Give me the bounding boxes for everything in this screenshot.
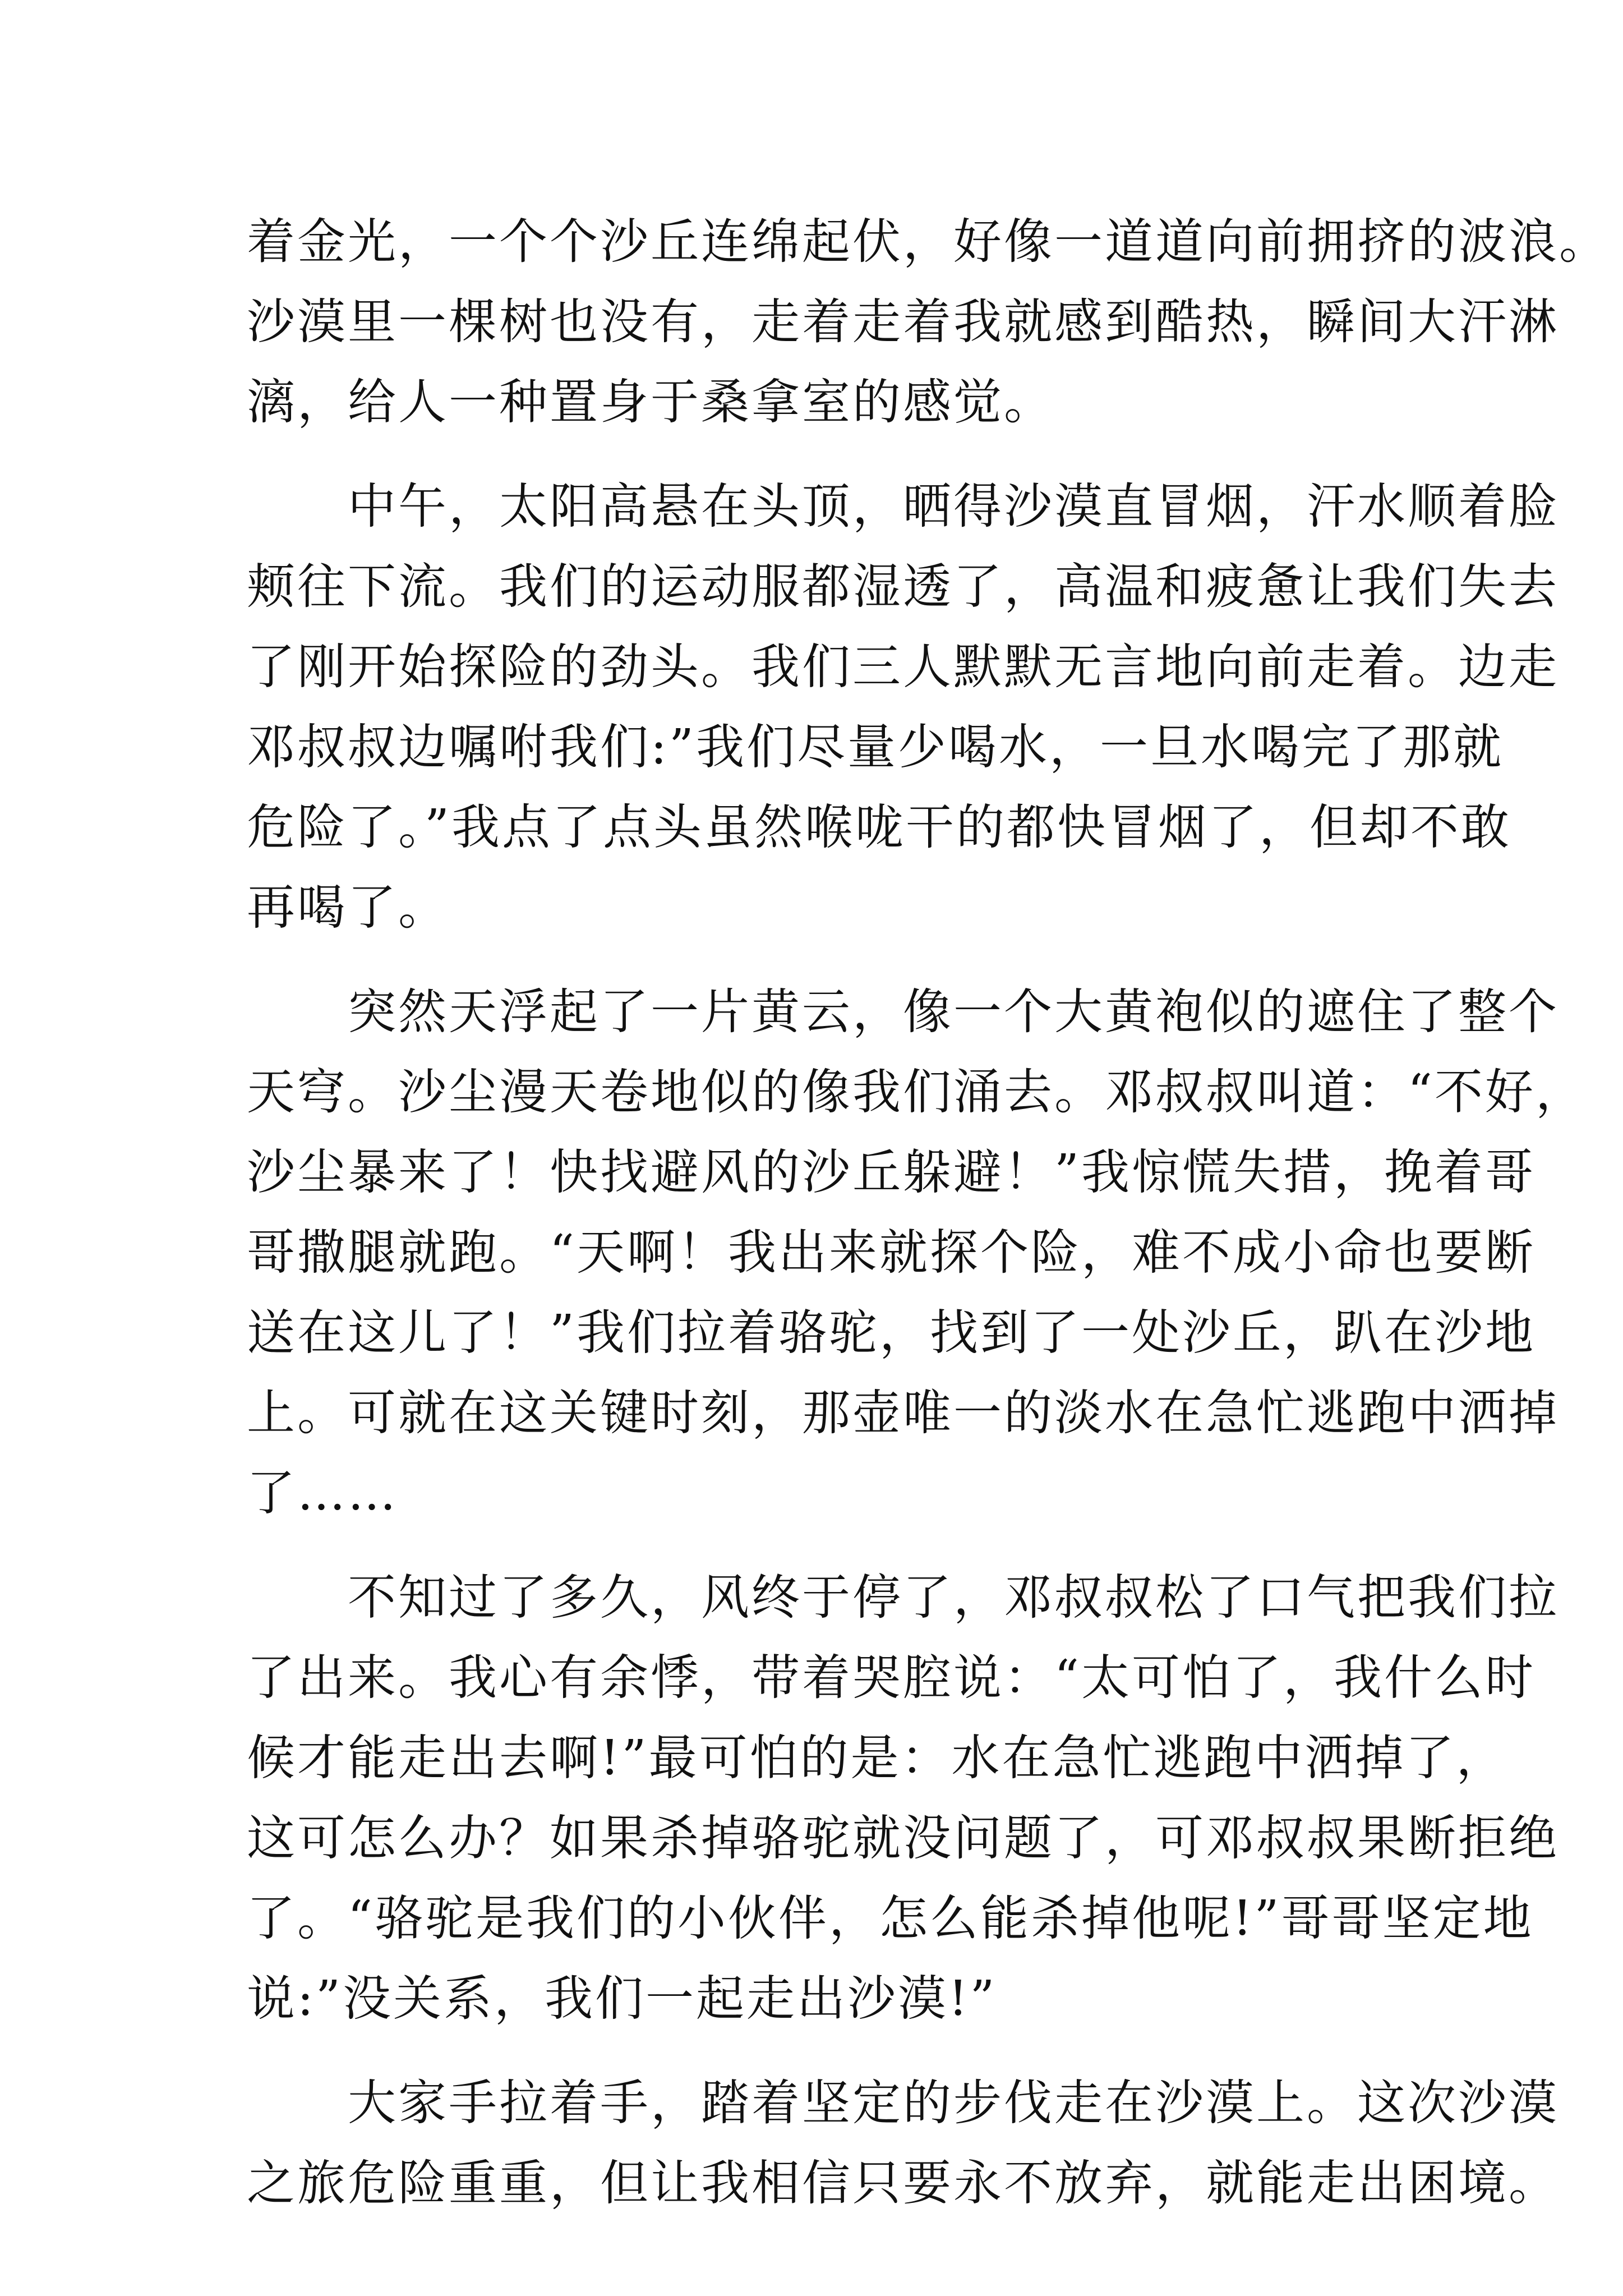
paragraph-1 — [247, 202, 1610, 443]
text-line: 之旅危险重重，但让我相信只要永不放弃，就能走出困境。 — [247, 2155, 1559, 2211]
text-line: 漓，给人一种置身于桑拿室的感觉。 — [247, 374, 1054, 430]
text-line: 了…… — [247, 1465, 398, 1521]
paragraph-2 — [247, 467, 1559, 948]
text-line: 沙漠里一棵树也没有，走着走着我就感到酷热，瞬间大汗淋 — [247, 294, 1559, 350]
text-line: 了。“骆驼是我们的小伙伴，怎么能杀掉他呢!”哥哥坚定地 — [247, 1890, 1534, 1947]
text-line: 了刚开始探险的劲头。我们三人默默无言地向前走着。边走 — [247, 639, 1559, 695]
text-line: 这可怎么办？如果杀掉骆驼就没问题了，可邓叔叔果断拒绝 — [247, 1810, 1559, 1866]
text-line: 中午，太阳高悬在头顶，晒得沙漠直冒烟，汗水顺着脸 — [247, 478, 1559, 535]
text-line: 不知过了多久，风终于停了，邓叔叔松了口气把我们拉 — [247, 1570, 1559, 1626]
paragraph-5 — [247, 2063, 1559, 2224]
text-line: 危险了。”我点了点头虽然喉咙干的都快冒烟了，但却不敢 — [247, 799, 1511, 855]
paragraph-3 — [247, 972, 1586, 1534]
text-line: 了出来。我心有余悸，带着哭腔说：“太可怕了，我什么时 — [247, 1650, 1536, 1706]
text-line: 邓叔叔边嘱咐我们:”我们尽量少喝水，一旦水喝完了那就 — [247, 719, 1504, 775]
text-line: 上。可就在这关键时刻，那壶唯一的淡水在急忙逃跑中洒掉 — [247, 1385, 1559, 1441]
text-line: 再喝了。 — [247, 880, 449, 936]
text-line: 候才能走出去啊!”最可怕的是：水在急忙逃跑中洒掉了， — [247, 1730, 1507, 1786]
text-line: 颊往下流。我们的运动服都湿透了，高温和疲惫让我们失去 — [247, 559, 1559, 615]
text-line: 说:”没关系，我们一起走出沙漠!” — [247, 1971, 997, 2027]
text-line: 哥撒腿就跑。“天啊！我出来就探个险，难不成小命也要断 — [247, 1225, 1536, 1281]
document-page — [247, 202, 1610, 2224]
text-line: 天穹。沙尘漫天卷地似的像我们涌去。邓叔叔叫道：“不好， — [247, 1064, 1586, 1120]
text-line: 突然天浮起了一片黄云，像一个大黄袍似的遮住了整个 — [247, 984, 1559, 1040]
text-line: 大家手拉着手，踏着坚定的步伐走在沙漠上。这次沙漠 — [247, 2075, 1559, 2131]
text-line: 着金光，一个个沙丘连绵起伏，好像一道道向前拥挤的波浪。 — [247, 214, 1610, 270]
text-line: 送在这儿了！”我们拉着骆驼，找到了一处沙丘，趴在沙地 — [247, 1305, 1536, 1361]
paragraph-4 — [247, 1558, 1559, 2039]
text-line: 沙尘暴来了！快找避风的沙丘躲避！”我惊慌失措，挽着哥 — [247, 1144, 1536, 1200]
